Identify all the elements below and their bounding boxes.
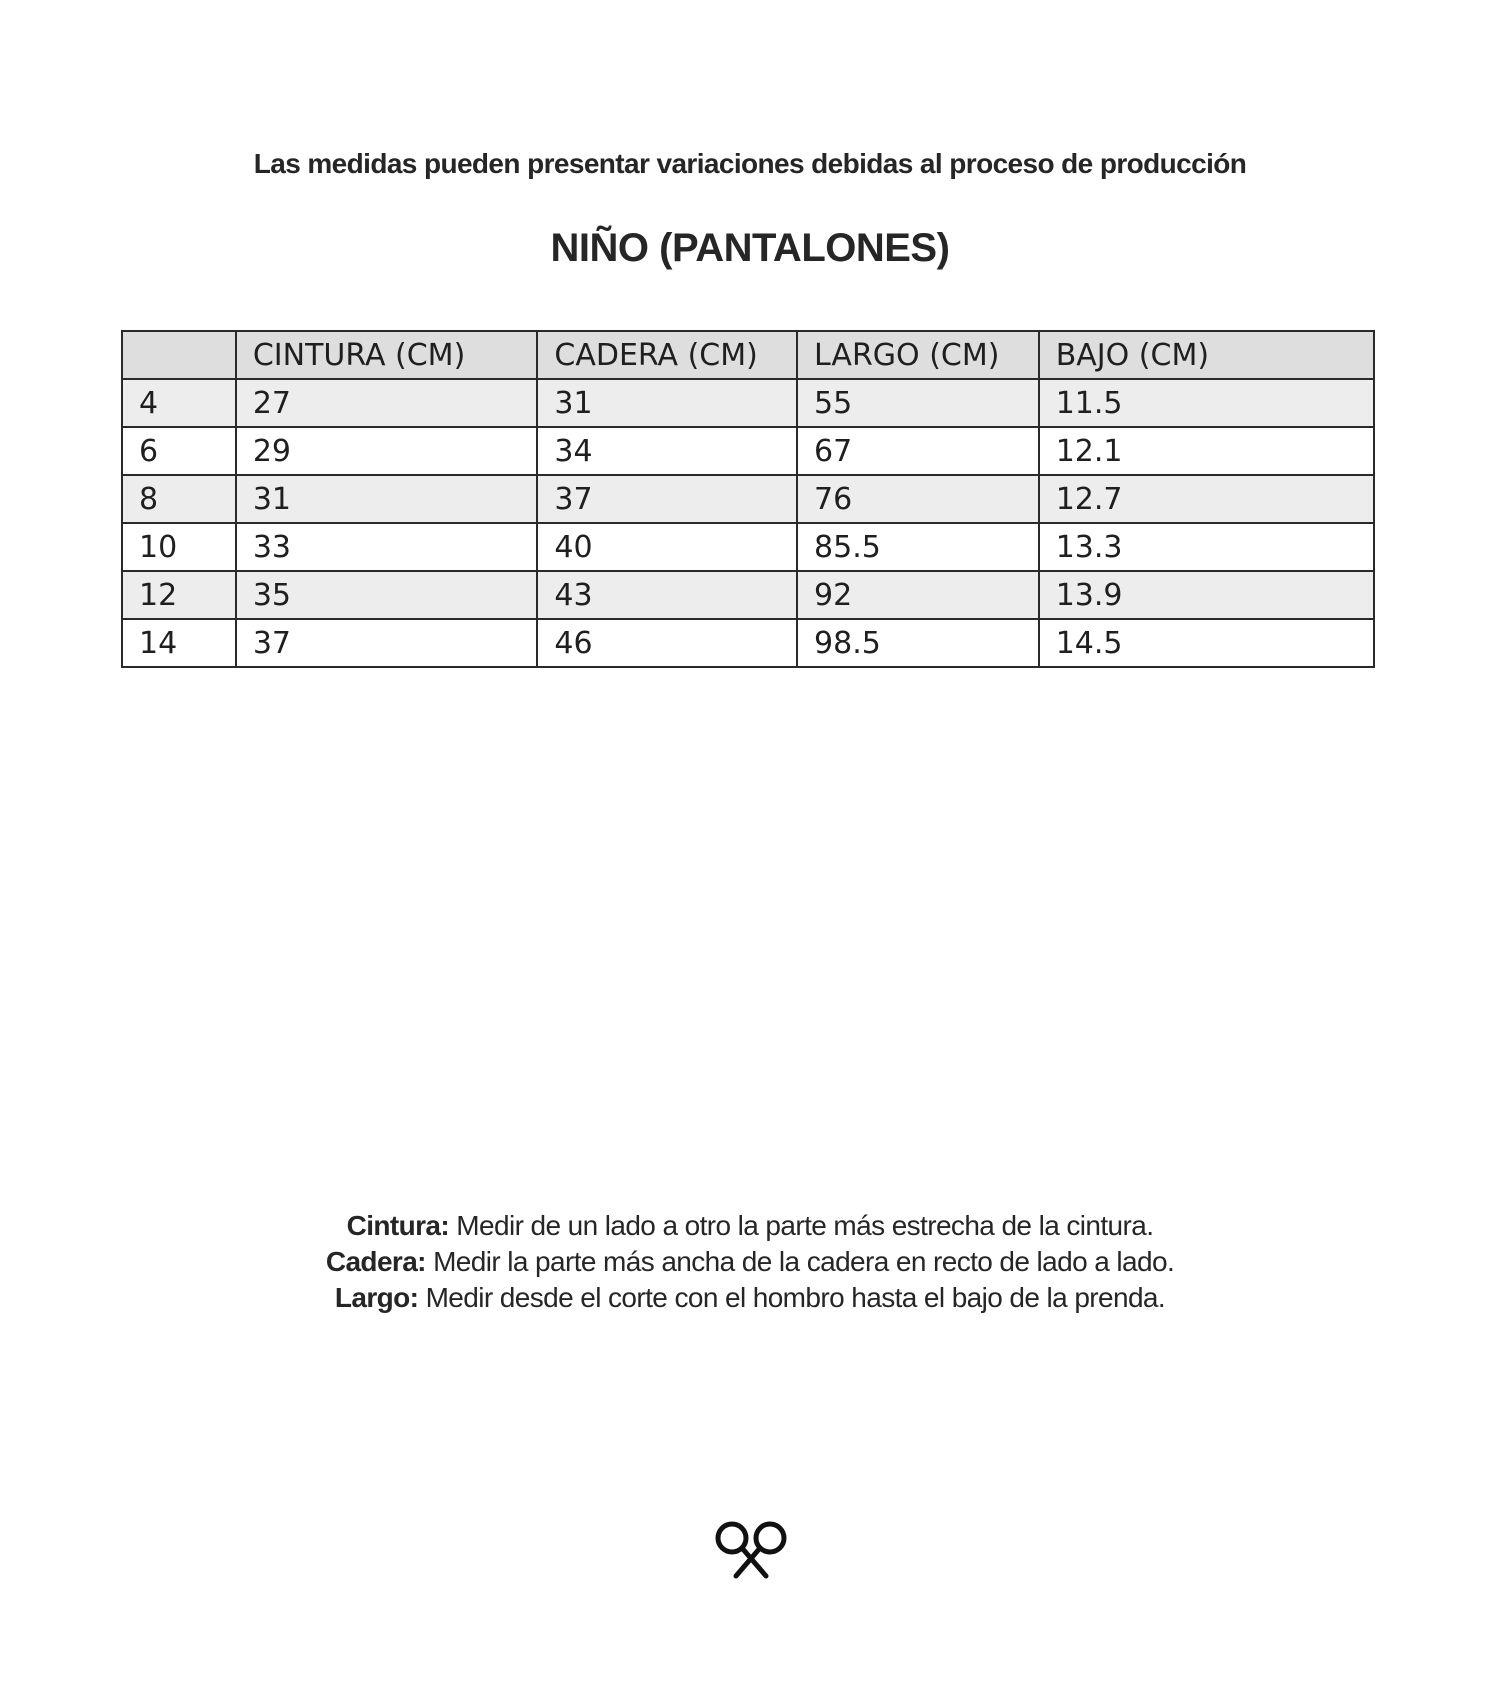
instruction-text: Medir la parte más ancha de la cadera en recto de lado a lado.: [425, 1246, 1175, 1277]
instruction-term: Cadera:: [325, 1246, 426, 1277]
table-cell-largo: 67: [797, 427, 1039, 475]
table-cell-bajo: 14.5: [1039, 619, 1374, 667]
table-cell-cintura: 27: [236, 379, 538, 427]
table-cell-size: 6: [122, 427, 236, 475]
instruction-text: Medir de un lado a otro la parte más estrecha de la cintura.: [449, 1210, 1154, 1241]
table-cell-cintura: 31: [236, 475, 538, 523]
measurement-instructions: [0, 1208, 1500, 1316]
table-cell-cadera: 46: [537, 619, 797, 667]
column-header-cadera: CADERA (CM): [537, 331, 797, 379]
table-row: [122, 571, 1374, 619]
table-cell-size: 4: [122, 379, 236, 427]
page-title: NIÑO (PANTALONES): [550, 226, 950, 270]
table-cell-size: 12: [122, 571, 236, 619]
table-cell-cadera: 40: [537, 523, 797, 571]
table-cell-size: 8: [122, 475, 236, 523]
column-header-largo: LARGO (CM): [797, 331, 1039, 379]
column-header-bajo: BAJO (CM): [1039, 331, 1374, 379]
column-header-size: [122, 331, 236, 379]
measurement-notice: Las medidas pueden presentar variaciones debidas al proceso de producción: [253, 148, 1247, 179]
table-cell-largo: 85.5: [797, 523, 1039, 571]
table-cell-bajo: 11.5: [1039, 379, 1374, 427]
table-cell-cadera: 31: [537, 379, 797, 427]
size-table: [121, 330, 1375, 668]
instruction-largo: [0, 1280, 1500, 1316]
instruction-cintura: [0, 1208, 1500, 1244]
table-cell-size: 10: [122, 523, 236, 571]
table-cell-size: 14: [122, 619, 236, 667]
table-cell-cintura: 33: [236, 523, 538, 571]
table-cell-bajo: 12.7: [1039, 475, 1374, 523]
table-cell-cadera: 43: [537, 571, 797, 619]
table-row: [122, 523, 1374, 571]
column-header-cintura: CINTURA (CM): [236, 331, 538, 379]
table-cell-bajo: 12.1: [1039, 427, 1374, 475]
table-row: [122, 475, 1374, 523]
table-header-row: [122, 331, 1374, 379]
table-row: [122, 379, 1374, 427]
table-cell-cadera: 37: [537, 475, 797, 523]
table-cell-cintura: 35: [236, 571, 538, 619]
table-row: [122, 427, 1374, 475]
table-cell-bajo: 13.9: [1039, 571, 1374, 619]
table-cell-largo: 92: [797, 571, 1039, 619]
table-cell-cintura: 37: [236, 619, 538, 667]
crossed-rackets-icon: [712, 1520, 790, 1580]
table-cell-largo: 76: [797, 475, 1039, 523]
instruction-cadera: [0, 1244, 1500, 1280]
table-cell-cintura: 29: [236, 427, 538, 475]
table-cell-largo: 98.5: [797, 619, 1039, 667]
instruction-term: Largo:: [334, 1282, 419, 1313]
instruction-term: Cintura:: [346, 1210, 450, 1241]
instruction-text: Medir desde el corte con el hombro hasta el bajo de la prenda.: [418, 1282, 1166, 1313]
table-cell-cadera: 34: [537, 427, 797, 475]
table-cell-bajo: 13.3: [1039, 523, 1374, 571]
table-row: [122, 619, 1374, 667]
table-cell-largo: 55: [797, 379, 1039, 427]
